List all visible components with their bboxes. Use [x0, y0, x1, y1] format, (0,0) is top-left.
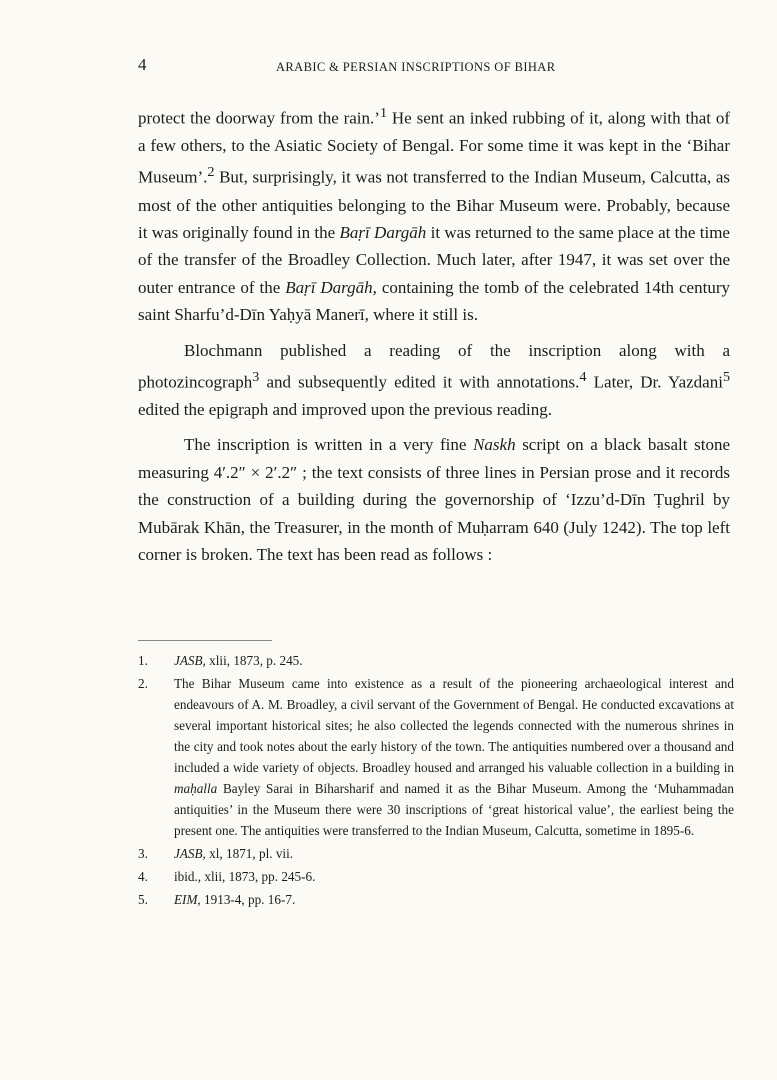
footnote-ref-2: 2 [207, 164, 215, 181]
paragraph-1: protect the doorway from the rain.’$^1$ He sent an inked rubbing of it, along with that of a few others, to the Asiatic Society of Bengal. For some time it was kept in the ‘Bihar Museum’.$^2$ But, surprisingly, it was not transferred to the Indian Museum, Calcutta, as most of the other antiquities belonging to the Bihar Museum were. Probably, because it was originally found in the Baṛī Dargāh it was returned to the same place at the time of the transfer of the Broadley Collection. Much later, after 1947, it was set over the outer entrance of the Baṛī Dargāh, containing the tomb of the celebrated 14th century saint Sharfu’d-Dīn Yaḥyā Manerī, where it still is. [138, 105, 730, 325]
footnote-ref-1: 1 [379, 105, 388, 121]
footnote-divider [138, 640, 272, 641]
footnote-ref-4: 4 [579, 368, 587, 385]
running-head: ARABIC & PERSIAN INSCRIPTIONS OF BIHAR [276, 60, 556, 74]
footnote-ref-3: 3 [252, 368, 260, 385]
footnote-1: 1. JASB, xlii, 1873, p. 245. [138, 653, 303, 668]
footnotes [138, 648, 734, 910]
paragraph-2: Blochmann published a reading of the inscription along with a photozincograph$^3$ and subsequently edited it with annotations.$^4$ Later, Dr. Yazdani$^5$ edited the epigraph and improved upon the previous reading. [138, 340, 731, 420]
footnote-ref-5: 5 [722, 368, 731, 385]
footnote-4: 4. ibid., xlii, 1873, pp. 245-6. [138, 869, 316, 884]
body-text [138, 100, 730, 568]
page-number: 4 [138, 55, 147, 74]
footnote-3: 3. JASB, xl, 1871, pl. vii. [138, 846, 294, 861]
footnote-2: 2. The Bihar Museum came into existence as a result of the pioneering archaeological interest and endeavours of A. M. Broadley, a civil servant of the Government of Bengal. He conducted excavations at several important historical sites; he also collected the legends connected with the numerous shrines in the city and took notes about the early history of the town. The antiquities numbered over a thousand and included a wide variety of objects. Broadley housed and arranged his valuable collection in a building in maḥalla Bayley Sarai in Biharsharif and named it as the Bihar Museum. Among the ‘Muhammadan antiquities’ in the Museum there were 30 inscriptions of ‘great historical value’, the earliest being the present one. The antiquities were transferred to the Indian Museum, Calcutta, sometime in 1895-6. [138, 676, 734, 838]
footnote-5: 5. EIM, 1913-4, pp. 16-7. [138, 892, 296, 907]
paragraph-3: The inscription is written in a very fine Naskh script on a black basalt stone measuring 4′.2″ × 2′.2″ ; the text consists of three lines in Persian prose and it records the construction of a building during the governorship of ‘Izzu’d-Dīn Ṭughril by Mubārak Khān, the Treasurer, in the month of Muḥarram 640 (July 1242). The top left corner is broken. The text has been read as follows : [138, 435, 730, 565]
